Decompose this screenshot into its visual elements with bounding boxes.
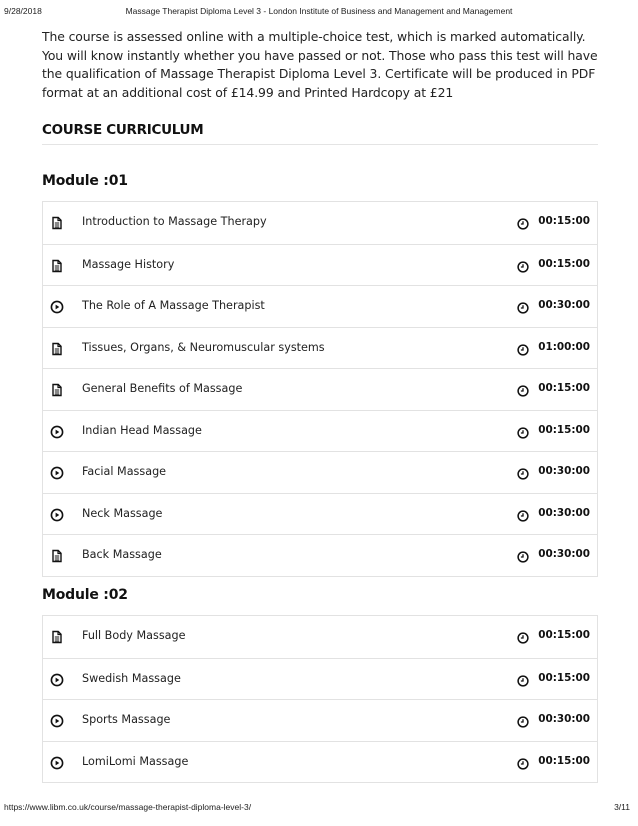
lesson-duration: 00:30:00 — [538, 299, 590, 311]
lesson-duration: 00:30:00 — [538, 548, 590, 560]
play-icon — [50, 507, 64, 521]
clock-icon — [517, 507, 529, 519]
document-icon — [50, 629, 64, 643]
clock-icon — [517, 299, 529, 311]
lesson-row[interactable] — [43, 410, 597, 452]
lesson-name[interactable]: The Role of A Massage Therapist — [82, 299, 265, 312]
play-icon — [50, 713, 64, 727]
play-icon — [50, 424, 64, 438]
lesson-row[interactable] — [43, 534, 597, 576]
lesson-duration: 00:30:00 — [538, 506, 590, 519]
clock-icon — [517, 755, 529, 767]
play-icon — [50, 299, 64, 313]
module-title: Module :02 — [42, 587, 128, 603]
lesson-row[interactable] — [43, 658, 597, 700]
lesson-duration: 00:15:00 — [538, 629, 590, 641]
play-icon — [50, 465, 64, 479]
clock-icon — [517, 629, 529, 641]
lesson-duration: 01:00:00 — [538, 340, 590, 353]
lesson-duration: 00:15:00 — [538, 423, 590, 436]
course-assessment-text: The course is assessed online with a multiple-choice test, which is marked automatically. You will know instantly whether you have passed or not. Those who pass this test will have the qualification of Massage Therapist Diploma Level 3. Certificate will be produced in PDF format at an additional cost of £14.99 and Printed Hardcopy at £21 — [42, 29, 598, 100]
print-date: 9/28/2018 — [4, 6, 42, 16]
lesson-duration: 00:15:00 — [538, 671, 590, 684]
clock-icon — [517, 548, 529, 560]
lesson-name[interactable]: Sports Massage — [82, 713, 171, 726]
lesson-row[interactable] — [43, 616, 597, 658]
clock-icon — [517, 341, 529, 353]
lesson-name[interactable]: LomiLomi Massage — [82, 754, 189, 768]
lesson-row[interactable] — [43, 327, 597, 369]
lesson-row[interactable] — [43, 202, 597, 244]
print-footer — [4, 802, 634, 814]
lesson-duration: 00:15:00 — [538, 257, 590, 270]
lesson-name[interactable]: Back Massage — [82, 548, 162, 561]
clock-icon — [517, 258, 529, 270]
lesson-name[interactable]: Swedish Massage — [82, 671, 181, 685]
clock-icon — [517, 215, 529, 227]
lesson-row[interactable] — [43, 699, 597, 741]
lesson-duration: 00:15:00 — [538, 382, 590, 394]
lesson-name[interactable]: Neck Massage — [82, 506, 163, 520]
page-number: 3/11 — [614, 802, 630, 812]
lesson-name[interactable]: Full Body Massage — [82, 629, 186, 642]
lesson-row[interactable] — [43, 244, 597, 286]
lesson-name[interactable]: Tissues, Organs, & Neuromuscular systems — [82, 340, 325, 354]
clock-icon — [517, 382, 529, 394]
clock-icon — [517, 713, 529, 725]
lesson-row[interactable] — [43, 368, 597, 410]
module-lesson-list — [42, 201, 598, 577]
module-title: Module :01 — [42, 173, 128, 189]
curriculum-heading: COURSE CURRICULUM — [42, 122, 204, 138]
lesson-name[interactable]: Facial Massage — [82, 465, 167, 478]
document-icon — [50, 341, 64, 355]
clock-icon — [517, 465, 529, 477]
lesson-name[interactable]: General Benefits of Massage — [82, 382, 243, 395]
lesson-row[interactable] — [43, 741, 597, 783]
play-icon — [50, 755, 64, 769]
play-icon — [50, 672, 64, 686]
print-url: https://www.libm.co.uk/course/massage-therapist-diploma-level-3/ — [4, 802, 252, 812]
curriculum-divider — [42, 144, 598, 145]
lesson-name[interactable]: Introduction to Massage Therapy — [82, 215, 267, 228]
document-icon — [50, 382, 64, 396]
print-header — [4, 6, 634, 18]
document-icon — [50, 548, 64, 562]
document-icon — [50, 215, 64, 229]
lesson-row[interactable] — [43, 451, 597, 493]
lesson-duration: 00:30:00 — [538, 465, 590, 477]
clock-icon — [517, 672, 529, 684]
lesson-duration: 00:15:00 — [538, 754, 590, 767]
lesson-duration: 00:30:00 — [538, 713, 590, 725]
print-page-title: Massage Therapist Diploma Level 3 - London Institute of Business and Management and Management — [125, 6, 513, 16]
lesson-name[interactable]: Indian Head Massage — [82, 423, 202, 437]
lesson-row[interactable] — [43, 285, 597, 327]
lesson-duration: 00:15:00 — [538, 215, 590, 227]
clock-icon — [517, 424, 529, 436]
lesson-name[interactable]: Massage History — [82, 257, 175, 271]
document-icon — [50, 258, 64, 272]
module-lesson-list — [42, 615, 598, 783]
lesson-row[interactable] — [43, 493, 597, 535]
